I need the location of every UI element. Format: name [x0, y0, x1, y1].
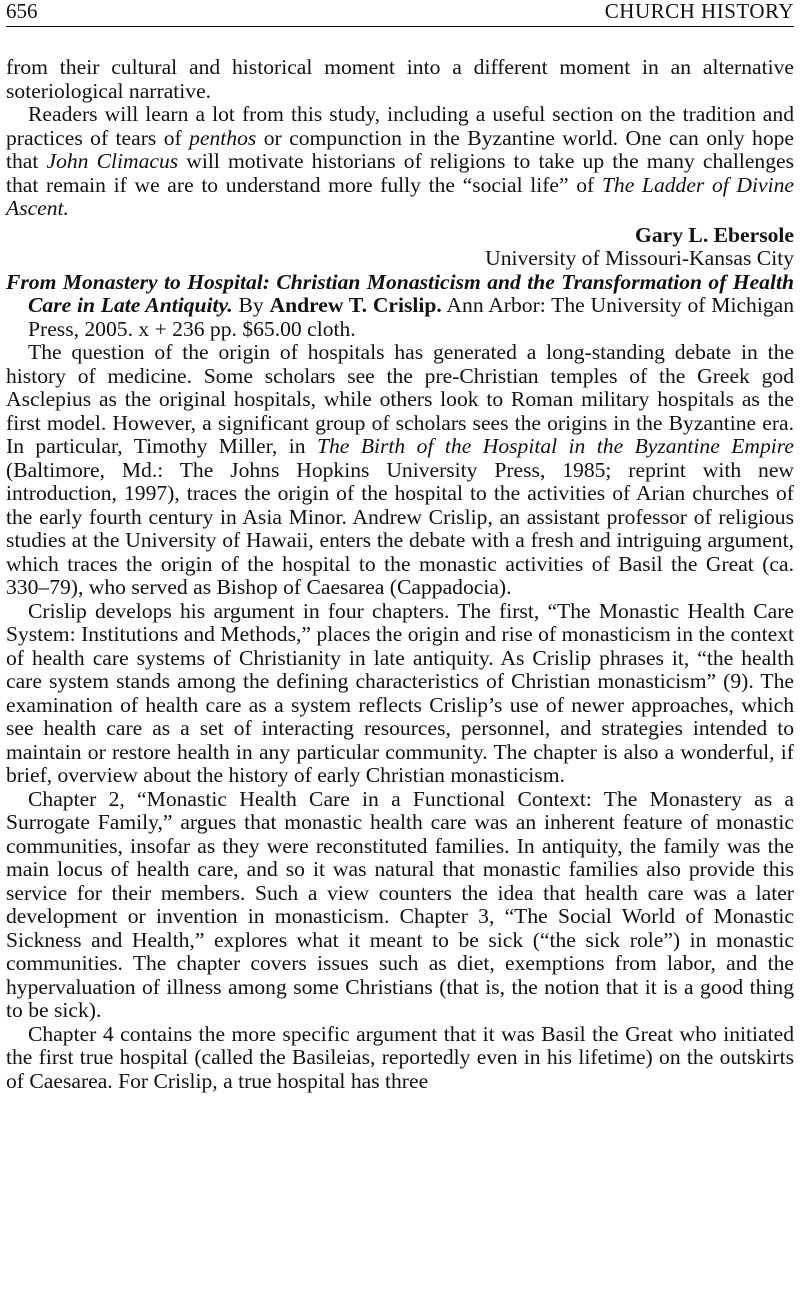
reviewer-signature [6, 224, 794, 271]
publication-info: Ann Arbor: The University of Michigan Press, 2005. x + 236 pp. $65.00 cloth. [28, 293, 794, 341]
review-paragraph-3: Chapter 2, “Monastic Health Care in a Functional Context: The Monastery as a Surrogate Family,” argues that monastic health care was an inherent feature of monastic communities, insofar as they were reconstituted families. In antiquity, the family was the main locus of health care, and so it was natural that monastic families also provide this service for their members. Such a view counters the idea that health care was a later development or invention in monasticism. Chapter 3, “The Social World of Monastic Sickness and Health,” explores what it meant to be sick (“the sick role”) in monastic communities. The chapter covers issues such as diet, exemptions from labor, and the hypervaluation of illness among some Christians (that is, the notion that it is a good thing to be sick). [6, 786, 794, 1022]
climacus-title: John Climacus [46, 149, 179, 173]
prev-review-paragraph: Readers will learn a lot from this study, including a useful section on the tradition and practices of tears of penthos or compunction in the Byzantine world. One can only hope that John Climacus will motivate historians of religions to take up the many challenges that remain if we are to understand more fully the “social life” of The Ladder of Divine Ascent. [6, 102, 794, 220]
page-header [6, 0, 794, 27]
review-paragraph-4: Chapter 4 contains the more specific argument that it was Basil the Great who initiated the first true hospital (called the Basileias, reportedly even in his lifetime) on the outskirts of Caesarea. For Crislip, a true hospital has three [6, 1021, 794, 1093]
page-body [6, 56, 794, 1093]
prev-review-paragraph-end: from their cultural and historical moment into a different moment in an alternative soteriological narrative. [6, 55, 794, 103]
review-paragraph-2: Crislip develops his argument in four chapters. The first, “The Monastic Health Care System: Institutions and Methods,” places the origin and rise of monasticism in the context of health care systems of Christianity in late antiquity. As Crislip phrases it, “the health care system stands among the defining characteristics of Christian monasticism” (9). The examination of health care as a system reflects Crislip’s use of newer approaches, which see health care as a set of interacting resources, personnel, and strategies intended to maintain or restore health in any particular community. The chapter is also a wonderful, if brief, overview about the history of early Christian monasticism. [6, 598, 794, 787]
review-citation: From Monastery to Hospital: Christian Monasticism and the Transformation of Health Care in Late Antiquity. By Andrew T. Crislip. Ann Arbor: The University of Michigan Press, 2005. x + 236 pp. $65.00 cloth. [6, 269, 794, 341]
page-number: 656 [6, 0, 38, 23]
review-paragraph-1: The question of the origin of hospitals has generated a long-standing debate in the history of medicine. Some scholars see the pre-Christian temples of the Greek god Asclepius as the original hospitals, while others look to Roman military hospitals as the first model. However, a significant group of scholars sees the origins in the Byzantine era. In particular, Timothy Miller, in The Birth of the Hospital in the Byzantine Empire (Baltimore, Md.: The Johns Hopkins University Press, 1985; reprint with new introduction, 1997), traces the origin of the hospital to the activities of Arian churches of the early fourth century in Asia Minor. Andrew Crislip, an assistant professor of religious studies at the University of Hawaii, enters the debate with a fresh and intriguing argument, which traces the origin of the hospital to the monastic activities of Basil the Great (ca. 330–79), who served as Bishop of Caesarea (Cappadocia). [6, 340, 794, 599]
running-head: CHURCH HISTORY [604, 0, 794, 23]
miller-book-title: The Birth of the Hospital in the Byzantine Empire [317, 434, 794, 458]
ladder-title: The Ladder of Divine Ascent. [6, 172, 794, 220]
penthos-term: penthos [189, 125, 257, 150]
book-title: From Monastery to Hospital: Christian Monasticism and the Transformation of Health Care in Late Antiquity. [6, 269, 794, 317]
book-author: Andrew T. Crislip. [269, 293, 442, 317]
reviewer-name: Gary L. Ebersole [635, 222, 794, 247]
reviewer-affiliation: University of Missouri-Kansas City [485, 246, 794, 270]
